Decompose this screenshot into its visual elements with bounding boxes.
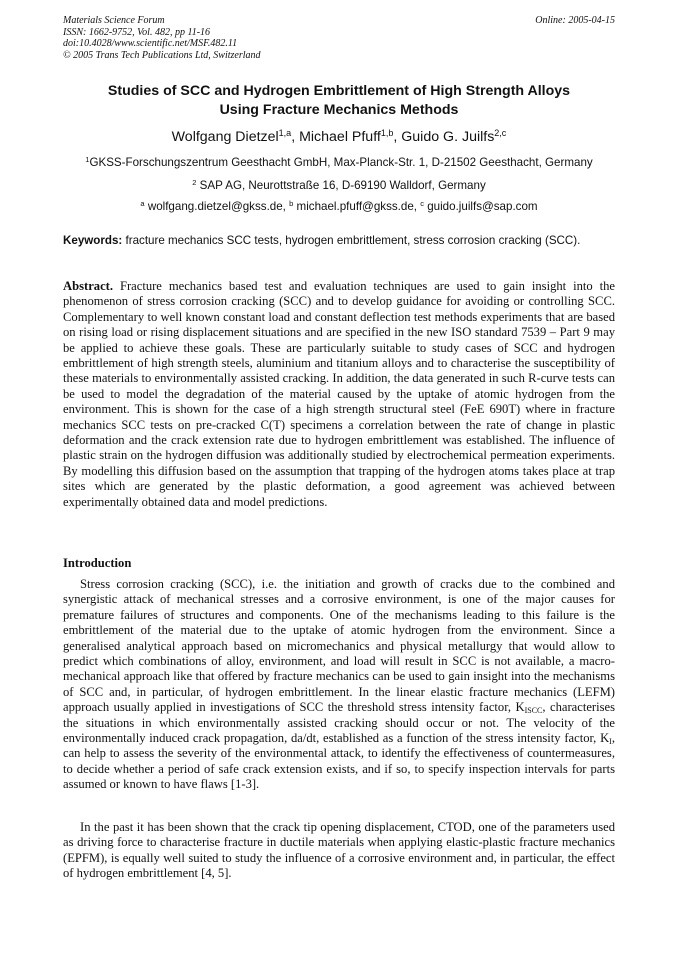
author-name: Michael Pfuff (299, 129, 381, 145)
introduction-paragraph-1 (63, 577, 615, 793)
paragraph-text: , characterises the situations in which environmentally assisted cracking should occur or not. The velocity of the environmentally induced crack propagation, da/dt, established as a function of the stress intensity factor, K (63, 700, 615, 746)
keywords (63, 234, 615, 249)
abstract-text: Fracture mechanics based test and evaluation techniques are used to gain insight into the phenomenon of stress corrosion cracking (SCC) and to develop guidance for avoiding or controlling SCC. Complementary to well known constant load and constant deflection test methods experiments that are based on rising load or rising displacement situations and are specified in the new ISO standard 7539 – Part 9 may be applied to achieve these goals. These are particularly suitable to study cases of SCC and hydrogen embrittlement of high strength steels, aluminium and titanium alloys and to characterise the susceptibility of these materials to environmentally assisted cracking. In addition, the data generated in such R-curve tests can be used to model the degradation of the material caused by the uptake of atomic hydrogen from the environment. This is shown for the case of a high strength structural steel (FeE 690T) where in fracture mechanics SCC tests on pre-cracked C(T) specimens a correlation between the rate of change in plastic deformation and the crack extension rate due to hydrogen embrittlement was established. The influence of plastic strain on the hydrogen diffusion was additionally studied by electrochemical permeation experiments. By modelling this diffusion based on the assumption that trapping of the hydrogen atoms takes place at trap sites which are generated by the plastic deformation, a good agreement was achieved between experimentally obtained data and model predictions. (63, 279, 615, 509)
paragraph-text: , can help to assess the severity of the environmental attack, to identify the effectiveness of countermeasures, to decide whether a period of safe crack extension exists, and if so, to specify inspection intervals for parts assumed or known to have flaws [1-3]. (63, 731, 615, 792)
abstract (63, 279, 615, 510)
journal-doi: doi:10.4028/www.scientific.net/MSF.482.11 (63, 38, 238, 49)
introduction-paragraph-2: In the past it has been shown that the crack tip opening displacement, CTOD, one of the parameters used as driving force to characterise fracture in ductile materials when applying elastic-plastic fracture mechanics (EPFM), is equally well suited to study the influence of a corrosive environment and, in particular, the effect of hydrogen embrittlement [4, 5]. (63, 820, 615, 881)
email-mark: c (420, 199, 424, 208)
paper-title (63, 82, 615, 120)
email-address: wolfgang.dietzel@gkss.de, (144, 200, 290, 213)
affiliation-mark: 1 (85, 155, 90, 164)
title-line-1: Studies of SCC and Hydrogen Embrittlement of High Strength Alloys (107, 83, 571, 99)
journal-copyright: © 2005 Trans Tech Publications Ltd, Switzerland (63, 49, 261, 61)
affiliation-2 (63, 179, 615, 193)
author-list: Wolfgang Dietzel$^{1,a}$, Michael Pfuff$^{1,b}$, Guido G. Juilfs$^{2,c}$ (171, 128, 507, 145)
subscript: ISCC (524, 706, 543, 716)
author-affiliation-mark: 2,c (494, 128, 507, 138)
author-name: Guido G. Juilfs (401, 129, 495, 145)
author-name: Wolfgang Dietzel (171, 129, 279, 145)
email-address: michael.pfuff@gkss.de, (293, 200, 421, 213)
keywords-text: fracture mechanics SCC tests, hydrogen embrittlement, stress corrosion cracking (SCC). (122, 234, 581, 247)
email-address: guido.juilfs@sap.com (423, 200, 538, 213)
journal-header (63, 15, 615, 61)
keywords-label: Keywords: (63, 234, 123, 247)
affiliation-1 (63, 156, 615, 170)
email-mark: a (140, 199, 145, 208)
abstract-label: Abstract. (63, 279, 114, 293)
author-affiliation-mark: 1,a (278, 128, 292, 138)
subscript: I (609, 737, 612, 747)
affiliation-text: GKSS-Forschungszentrum Geesthacht GmbH, Max-Planck-Str. 1, D-21502 Geesthacht, Germany (89, 156, 593, 169)
author-affiliation-mark: 1,b (380, 128, 394, 138)
journal-issn: ISSN: 1662-9752, Vol. 482, pp 11-16 (63, 26, 211, 38)
journal-name: Materials Science Forum (63, 15, 165, 26)
introduction-heading: Introduction (63, 556, 132, 570)
paragraph-text: Stress corrosion cracking (SCC), i.e. the initiation and growth of cracks due to the combined and synergistic attack of mechanical stresses and a corrosive environment, is one of the major causes for premature failures of structures and components. One of the mechanisms leading to this failure is the embrittlement of the material due to the uptake of atomic hydrogen from the environment. Since a generalised analytical approach based on micromechanics and physical metallurgy that would allow to predict which combinations of alloy, environment, and load will result in SCC is not available, a macro-mechanical approach like that offered by fracture mechanics can be used to gain insight into the mechanisms of SCC and, in particular, of hydrogen embrittlement. In the linear elastic fracture mechanics (LEFM) approach usually applied in investigations of SCC the threshold stress intensity factor, K (63, 577, 615, 715)
email-mark: b (289, 199, 294, 208)
online-date: Online: 2005-04-15 (535, 15, 615, 26)
affiliation-text: SAP AG, Neurottstraße 16, D-69190 Walldorf, Germany (196, 179, 486, 192)
title-line-2: Using Fracture Mechanics Methods (219, 102, 459, 118)
author-emails (63, 200, 615, 214)
affiliation-mark: 2 (192, 178, 197, 187)
